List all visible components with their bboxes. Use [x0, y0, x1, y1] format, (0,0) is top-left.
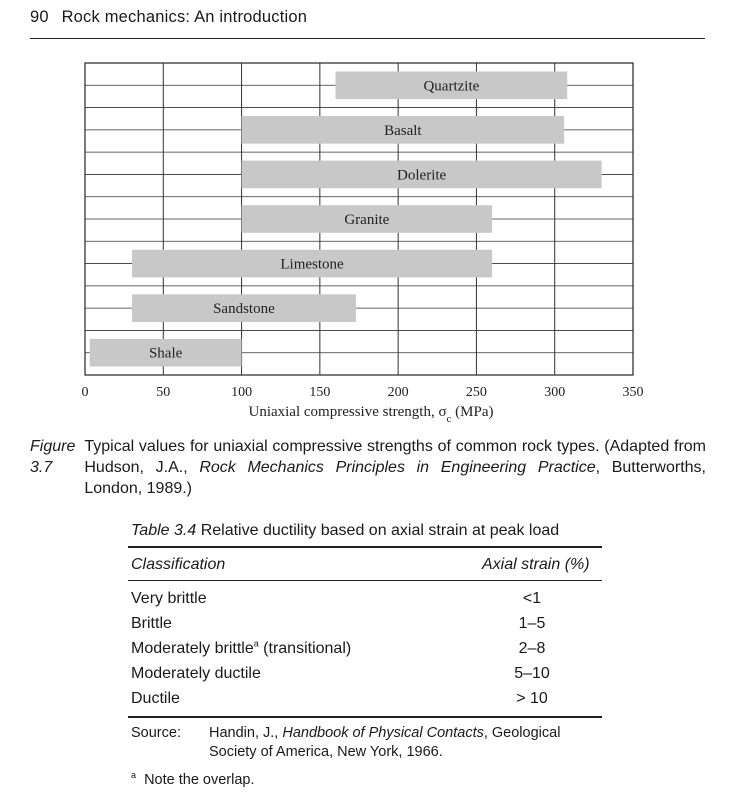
- table-label: Table 3.4: [131, 522, 197, 539]
- x-tick-label: 200: [387, 385, 409, 400]
- table-top-rule: [128, 546, 602, 548]
- book-title: Rock mechanics: An introduction: [61, 8, 308, 26]
- bar-label: Quartzite: [423, 78, 480, 95]
- row-axial-strain: 2–8: [518, 640, 546, 657]
- x-axis-label: Uniaxial compressive strength, $\sigma_c$ (MPa): [248, 404, 494, 425]
- page-number: 90: [30, 8, 49, 26]
- column-header-axial-strain: Axial strain (%): [482, 556, 590, 573]
- bar-label: Basalt: [384, 122, 422, 139]
- x-tick-label: 250: [465, 385, 487, 400]
- row-axial-strain: > 10: [516, 690, 548, 707]
- table-footnote: $^a$ Note the overlap.: [131, 770, 255, 788]
- row-classification: Moderately brittle$^a$ (transitional): [131, 638, 352, 657]
- table-bottom-rule: [128, 716, 602, 718]
- row-classification: Moderately ductile: [131, 665, 261, 682]
- figure-label: Figure 3.7: [30, 438, 76, 476]
- x-tick-label: 100: [231, 385, 253, 400]
- row-axial-strain: <1: [522, 590, 542, 607]
- x-tick-label: 350: [622, 385, 644, 400]
- row-classification: Brittle: [131, 615, 172, 632]
- row-classification: Very brittle: [131, 590, 207, 607]
- row-classification: Ductile: [131, 690, 180, 707]
- bar-label: Granite: [344, 212, 390, 228]
- figure-caption: [30, 436, 706, 499]
- column-header-classification: Classification: [131, 556, 226, 573]
- table-header-rule: [128, 580, 602, 581]
- x-tick-label: 150: [309, 385, 331, 400]
- x-tick-label: 300: [544, 385, 566, 400]
- table-source: Source: Handin, J., Handbook of Physical Contacts, Geological Society of America, New York, 1966.: [131, 725, 561, 760]
- table-title: Table 3.4 Relative ductility based on axial strain at peak load: [131, 522, 560, 539]
- figure-caption-text: Typical values for uniaxial compressive strengths of common rock types. (Adapted from Hudson, J.A., Rock Mechanics Principles in Engineering Practice, Butterworths, London, 1989.): [84, 438, 706, 497]
- x-tick-label: 50: [156, 385, 171, 400]
- row-axial-strain: 1–5: [518, 615, 546, 632]
- bar-label: Shale: [148, 345, 183, 362]
- bar-label: Dolerite: [397, 167, 447, 184]
- x-tick-label: 0: [81, 385, 89, 400]
- bar-label: Sandstone: [213, 301, 275, 318]
- row-axial-strain: 5–10: [514, 665, 550, 682]
- bar-label: Limestone: [280, 256, 344, 273]
